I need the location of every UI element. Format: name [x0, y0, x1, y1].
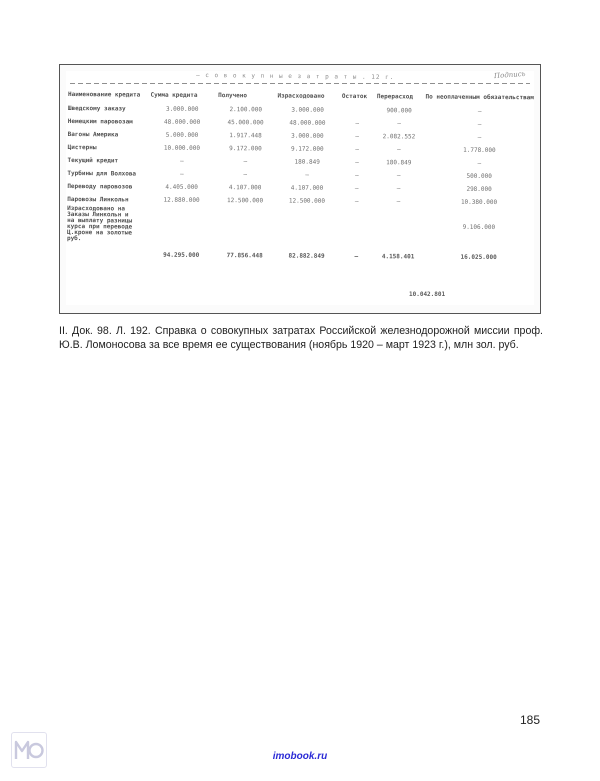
row-unpaid-value: –: [477, 133, 482, 141]
row-spent-value: 48.000.000: [289, 119, 326, 127]
column-header: Израсходовано: [277, 92, 325, 100]
row-unpaid-value: 9.106.000: [462, 223, 496, 231]
row-overspend-value: –: [396, 185, 401, 193]
row-balance-value: –: [355, 172, 359, 180]
row-spent-value: 9.172.000: [291, 145, 324, 153]
row-unpaid-value: 1.778.000: [463, 146, 496, 155]
scan-table: [65, 91, 536, 264]
scan-table-row: [65, 206, 535, 245]
totals-received: 77.856.448: [226, 252, 263, 260]
page-number: 185: [519, 713, 540, 727]
row-unpaid-value: 10.380.000: [460, 198, 498, 207]
row-balance-value: –: [354, 198, 359, 206]
row-credit-value: –: [179, 170, 184, 178]
row-credit-value: 4.405.000: [165, 183, 198, 191]
scan-stamp-signature: Подпись: [494, 69, 527, 81]
row-credit-value: 5.000.000: [165, 131, 199, 139]
row-credit-value: –: [180, 157, 184, 165]
totals-overspend: 4.158.401: [381, 253, 415, 261]
row-spent-value: 180.849: [294, 158, 320, 166]
row-item-label: Немецким паровозам: [67, 117, 133, 125]
row-credit-value: 12.880.000: [163, 196, 200, 204]
row-spent-value: [274, 207, 339, 243]
scan-table-totals-row: [65, 242, 535, 264]
totals-unpaid: 16.025.000: [460, 253, 497, 262]
totals-credit: 94.295.000: [163, 251, 200, 259]
row-item-label: Текущий кредит: [67, 156, 119, 164]
row-overspend-value: 180.849: [386, 159, 412, 167]
row-balance-value: –: [355, 133, 359, 141]
column-header: Сумма кредита: [150, 91, 198, 99]
row-received-value: 45.000.000: [227, 119, 264, 127]
scan-rule-top: [70, 83, 530, 84]
scan-table-body: [65, 102, 536, 264]
row-item-label: Вагоны Америка: [67, 130, 119, 138]
row-overspend-value: –: [397, 120, 401, 128]
row-item-label: Израсходовано на Заказы Линкольн и на выплату разницы курса при переводе Ц.кроне на золотые руб.: [66, 205, 133, 243]
row-received-value: [215, 207, 275, 243]
row-item-label: Шведскому заказу: [67, 104, 126, 112]
row-spent-value: –: [305, 171, 309, 179]
row-item-label: Переводу паровозов: [67, 182, 133, 190]
row-overspend-value: 2.082.552: [382, 133, 416, 141]
column-header: Наименование кредита: [67, 91, 141, 99]
row-received-value: –: [243, 171, 248, 179]
row-balance-value: –: [355, 159, 359, 167]
row-overspend-value: [374, 208, 423, 244]
row-received-value: –: [243, 158, 248, 166]
row-unpaid-value: –: [477, 159, 482, 167]
publisher-logo-icon: [11, 732, 47, 768]
row-overspend-value: 900.000: [386, 107, 412, 115]
row-overspend-value: –: [396, 198, 401, 206]
row-balance-value: –: [354, 185, 359, 193]
row-received-value: 2.100.000: [229, 106, 262, 114]
row-credit-value: [147, 207, 215, 243]
totals-label: [65, 242, 148, 262]
row-spent-value: 3.000.000: [291, 106, 324, 114]
row-unpaid-value: –: [477, 120, 482, 128]
column-header: Получено: [218, 92, 248, 100]
scan-paper: [66, 71, 534, 305]
column-header: Остаток: [341, 92, 368, 101]
row-spent-value: 12.500.000: [288, 197, 326, 205]
row-balance-value: –: [355, 146, 359, 154]
row-received-value: 9.172.000: [229, 145, 262, 153]
row-item-label: Цистерны: [67, 143, 97, 151]
row-spent-value: 3.000.000: [291, 132, 324, 140]
row-spent-value: 4.107.000: [290, 184, 324, 192]
column-header: Перерасход: [376, 93, 414, 101]
row-unpaid-value: –: [477, 107, 482, 115]
row-received-value: 1.917.448: [229, 132, 262, 140]
row-balance-value: [339, 208, 374, 244]
row-unpaid-value: 298.000: [466, 185, 492, 193]
row-overspend-value: –: [396, 172, 401, 180]
figure-caption: II. Док. 98. Л. 192. Справка о совокупных затратах Российской железнодорожной миссии проф. Ю.В. Ломоносова за все время ее существования (ноябрь 1920 – март 1923 г.), млн зол. руб.: [59, 325, 543, 351]
totals-subtotal: 10.042.801: [409, 291, 446, 298]
row-overspend-value: –: [397, 146, 401, 154]
row-balance-value: –: [355, 120, 360, 128]
row-credit-value: 10.000.000: [163, 144, 201, 152]
totals-balance: –: [354, 253, 359, 261]
row-received-value: 12.500.000: [226, 197, 264, 205]
row-item-label: Турбины для Волхова: [67, 169, 137, 177]
footer-site-link[interactable]: imobook.ru: [272, 751, 328, 762]
row-credit-value: 3.000.000: [165, 105, 199, 113]
row-unpaid-value: 500.000: [466, 172, 492, 180]
row-credit-value: 48.000.000: [164, 118, 201, 126]
row-item-label: Паровозы Линкольн: [67, 195, 129, 203]
archival-document-scan: [59, 64, 541, 314]
row-balance-value: [340, 104, 375, 117]
column-header: По неоплаченным обязательствам: [425, 93, 534, 102]
totals-spent: 82.882.849: [288, 252, 325, 260]
row-received-value: 4.107.000: [228, 184, 262, 192]
scan-header-text: — с о в о к у п н ы е з а т р а т ы . 12 г.: [195, 71, 395, 82]
